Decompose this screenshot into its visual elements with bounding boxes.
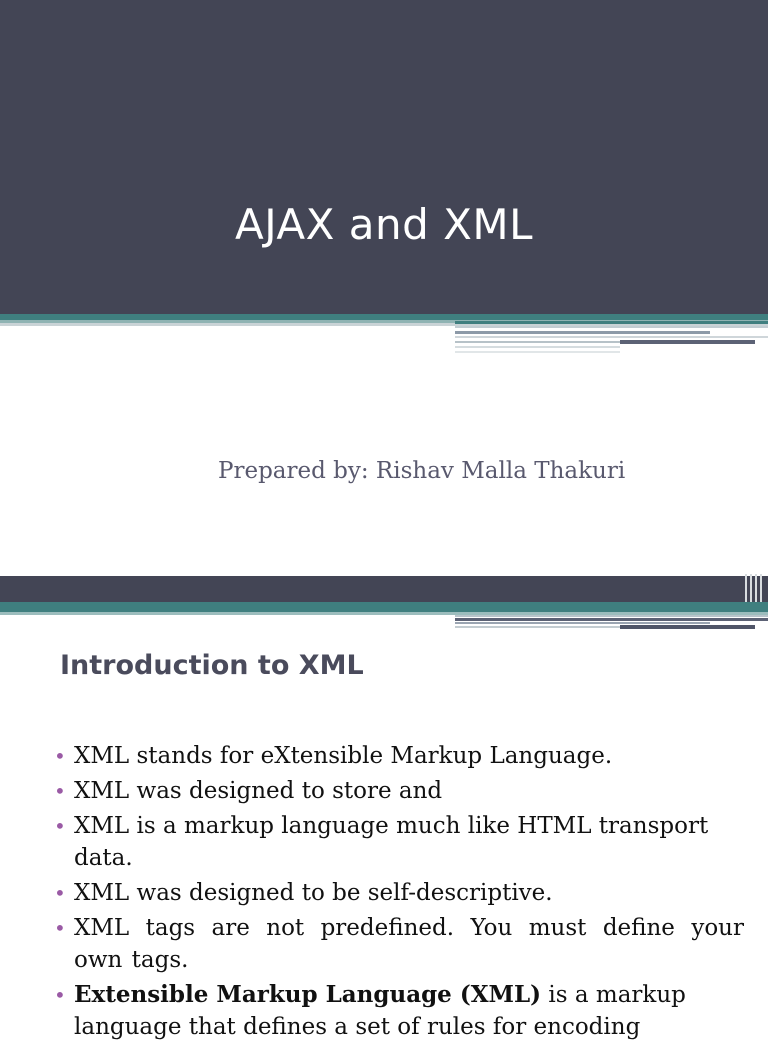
bullet-icon: • <box>54 744 66 768</box>
list-item <box>54 979 744 1043</box>
bullet-icon: • <box>54 779 66 803</box>
bullet-text: XML stands for eXtensible Markup Language. <box>74 743 613 769</box>
list-item <box>54 810 744 874</box>
bullet-text: XML is a markup language much like HTML transport data. <box>74 813 709 871</box>
bullet-icon: • <box>54 983 66 1007</box>
title-slide-header <box>0 0 768 314</box>
title-slide-heading: AJAX and XML <box>234 200 533 249</box>
bullet-icon: • <box>54 881 66 905</box>
bullet-icon: • <box>54 814 66 838</box>
slide1-decorative-stripes <box>0 312 768 360</box>
bullet-icon: • <box>54 916 66 940</box>
slide2-decorative-stripes <box>0 574 768 634</box>
list-item <box>54 877 744 909</box>
bullet-text: XML tags are not predefined. You must define your own tags. <box>74 915 744 973</box>
list-item <box>54 740 744 772</box>
slide-title: Introduction to XML <box>60 650 364 681</box>
bullet-text: is a markup language that defines a set of rules for encoding <box>74 982 686 1040</box>
bullet-list <box>54 740 744 1046</box>
bullet-text: XML was designed to store and <box>74 778 443 804</box>
presenter-subtitle: Prepared by: Rishav Malla Thakuri <box>218 458 626 484</box>
list-item <box>54 775 744 807</box>
bullet-text: XML was designed to be self-descriptive. <box>74 880 553 906</box>
bullet-bold-text: Extensible Markup Language (XML) <box>74 981 542 1008</box>
list-item <box>54 912 744 976</box>
